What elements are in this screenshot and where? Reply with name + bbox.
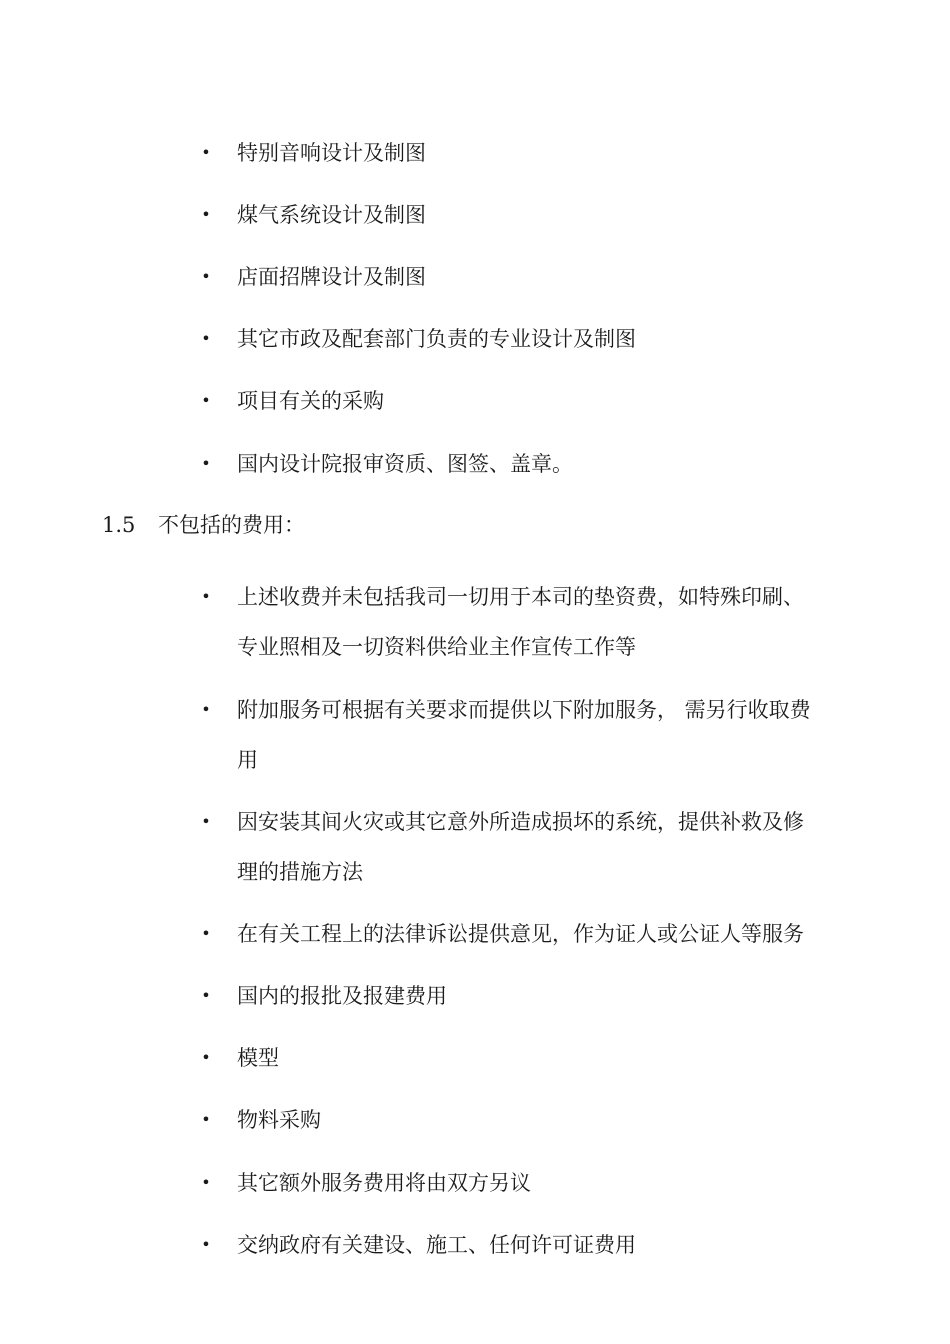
list-item-text: 因安装其间火灾或其它意外所造成损坏的系统，提供补救及修 <box>237 810 804 834</box>
bullet-icon: • <box>201 812 211 831</box>
list-item-text: 用 <box>237 748 258 772</box>
bullet-icon: • <box>201 391 211 410</box>
list-item-text: 理的措施方法 <box>237 860 363 884</box>
list-item-text: 模型 <box>237 1046 279 1070</box>
list-item-text: 上述收费并未包括我司一切用于本司的垫资费，如特殊印刷、 <box>237 585 804 609</box>
bullet-icon: • <box>201 205 211 224</box>
list-item-text: 煤气系统设计及制图 <box>237 203 426 227</box>
list-item-text: 项目有关的采购 <box>237 389 384 413</box>
list-item-text: 专业照相及一切资料供给业主作宣传工作等 <box>237 635 636 659</box>
list-item-text: 店面招牌设计及制图 <box>237 265 426 289</box>
bullet-icon: • <box>201 700 211 719</box>
bullet-icon: • <box>201 267 211 286</box>
bullet-icon: • <box>201 143 211 162</box>
bullet-icon: • <box>201 1173 211 1192</box>
list-item-text: 交纳政府有关建设、施工、任何许可证费用 <box>237 1233 636 1257</box>
section-title: 不包括的费用： <box>158 513 305 537</box>
list-item-text: 国内设计院报审资质、图签、盖章。 <box>237 452 573 476</box>
list-item-text: 特别音响设计及制图 <box>237 141 426 165</box>
list-item-text: 其它市政及配套部门负责的专业设计及制图 <box>237 327 636 351</box>
bullet-icon: • <box>201 1048 211 1067</box>
bullet-icon: • <box>201 986 211 1005</box>
bullet-icon: • <box>201 1110 211 1129</box>
list-item-text: 物料采购 <box>237 1108 321 1132</box>
list-item-text: 其它额外服务费用将由双方另议 <box>237 1171 531 1195</box>
list-item-text: 在有关工程上的法律诉讼提供意见，作为证人或公证人等服务 <box>237 922 804 946</box>
section-number: 1.5 <box>102 513 136 537</box>
bullet-icon: • <box>201 587 211 606</box>
bullet-icon: • <box>201 1235 211 1254</box>
bullet-icon: • <box>201 454 211 473</box>
bullet-icon: • <box>201 329 211 348</box>
bullet-icon: • <box>201 924 211 943</box>
list-item-text: 国内的报批及报建费用 <box>237 984 447 1008</box>
list-item-text: 附加服务可根据有关要求而提供以下附加服务， 需另行收取费 <box>237 698 811 722</box>
